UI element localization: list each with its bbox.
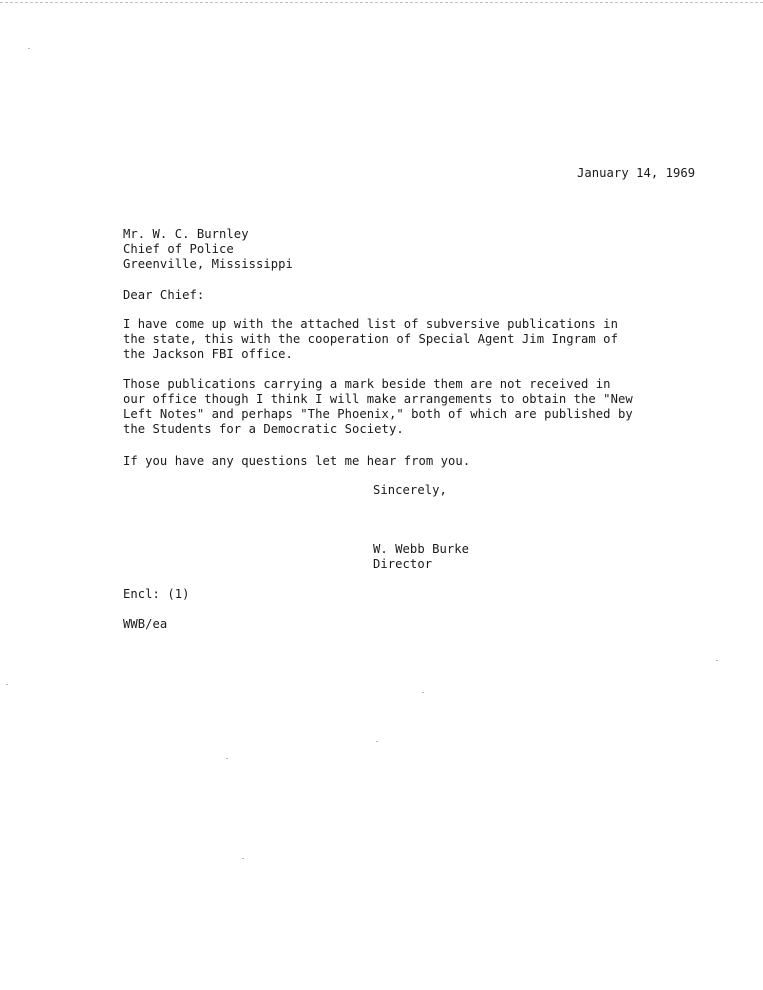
paragraph-line: Left Notes" and perhaps "The Phoenix," both of which are published by xyxy=(123,407,633,421)
signer-name: W. Webb Burke xyxy=(373,542,470,556)
enclosure-note: Encl: (1) xyxy=(123,587,190,601)
letter-date: January 14, 1969 xyxy=(577,166,696,180)
signer-title: Director xyxy=(373,557,433,571)
paragraph-line: the Jackson FBI office. xyxy=(123,347,293,361)
scan-speck xyxy=(376,741,378,742)
scan-speck xyxy=(6,684,8,685)
scan-speck xyxy=(28,48,30,49)
scan-speck xyxy=(226,758,228,759)
paragraph-line: the Students for a Democratic Society. xyxy=(123,422,404,436)
recipient-location: Greenville, Mississippi xyxy=(123,257,293,271)
page-top-edge xyxy=(0,2,763,3)
recipient-title: Chief of Police xyxy=(123,242,234,256)
recipient-name: Mr. W. C. Burnley xyxy=(123,227,249,241)
paragraph-line: Those publications carrying a mark beside them are not received in xyxy=(123,377,611,391)
closing: Sincerely, xyxy=(373,483,447,497)
scan-speck xyxy=(422,692,424,693)
paragraph-line: I have come up with the attached list of subversive publications in xyxy=(123,317,618,331)
paragraph-line: the state, this with the cooperation of Special Agent Jim Ingram of xyxy=(123,332,618,346)
salutation: Dear Chief: xyxy=(123,288,205,302)
scan-speck xyxy=(242,858,244,859)
paragraph-line: If you have any questions let me hear from you. xyxy=(123,454,471,468)
paragraph-line: our office though I think I will make arrangements to obtain the "New xyxy=(123,392,633,406)
reference-initials: WWB/ea xyxy=(123,617,168,631)
scan-speck xyxy=(716,660,718,661)
